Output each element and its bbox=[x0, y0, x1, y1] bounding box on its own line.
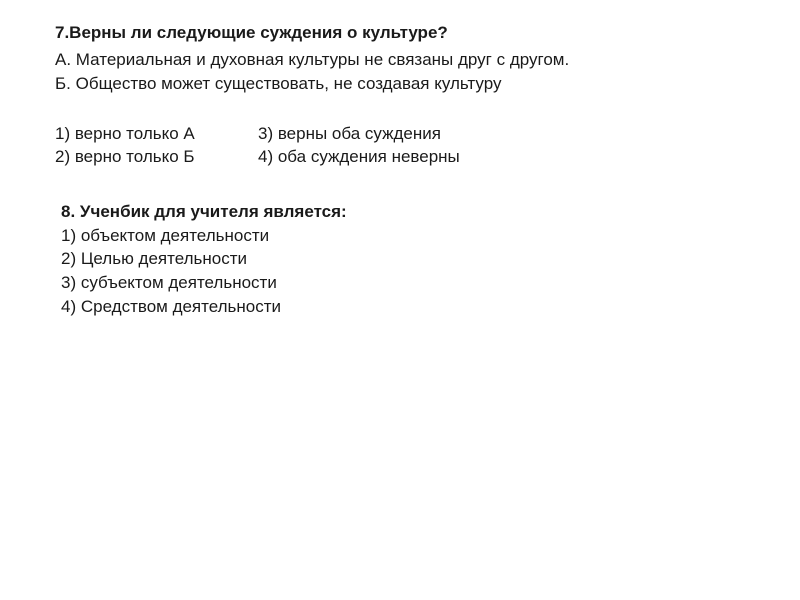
q8-option-2: 2) Целью деятельности bbox=[61, 249, 248, 268]
q7-option-2: 2) верно только Б bbox=[55, 147, 195, 166]
q8-option-3: 3) субъектом деятельности bbox=[61, 273, 277, 292]
statement-b: Б. Общество может существовать, не создавая культуру bbox=[55, 74, 502, 93]
q7-option-4: 4) оба суждения неверны bbox=[258, 147, 460, 166]
q8-option-1: 1) объектом деятельности bbox=[61, 226, 270, 245]
q7-option-3: 3) верны оба суждения bbox=[258, 124, 441, 143]
question-7-title: 7.Верны ли следующие суждения о культуре? bbox=[55, 23, 448, 42]
q7-option-1: 1) верно только А bbox=[55, 124, 195, 143]
q8-option-4: 4) Средством деятельности bbox=[61, 297, 282, 316]
question-8-title: 8. Ученбик для учителя является: bbox=[61, 202, 347, 221]
statement-a: А. Материальная и духовная культуры не связаны друг с другом. bbox=[55, 50, 570, 69]
